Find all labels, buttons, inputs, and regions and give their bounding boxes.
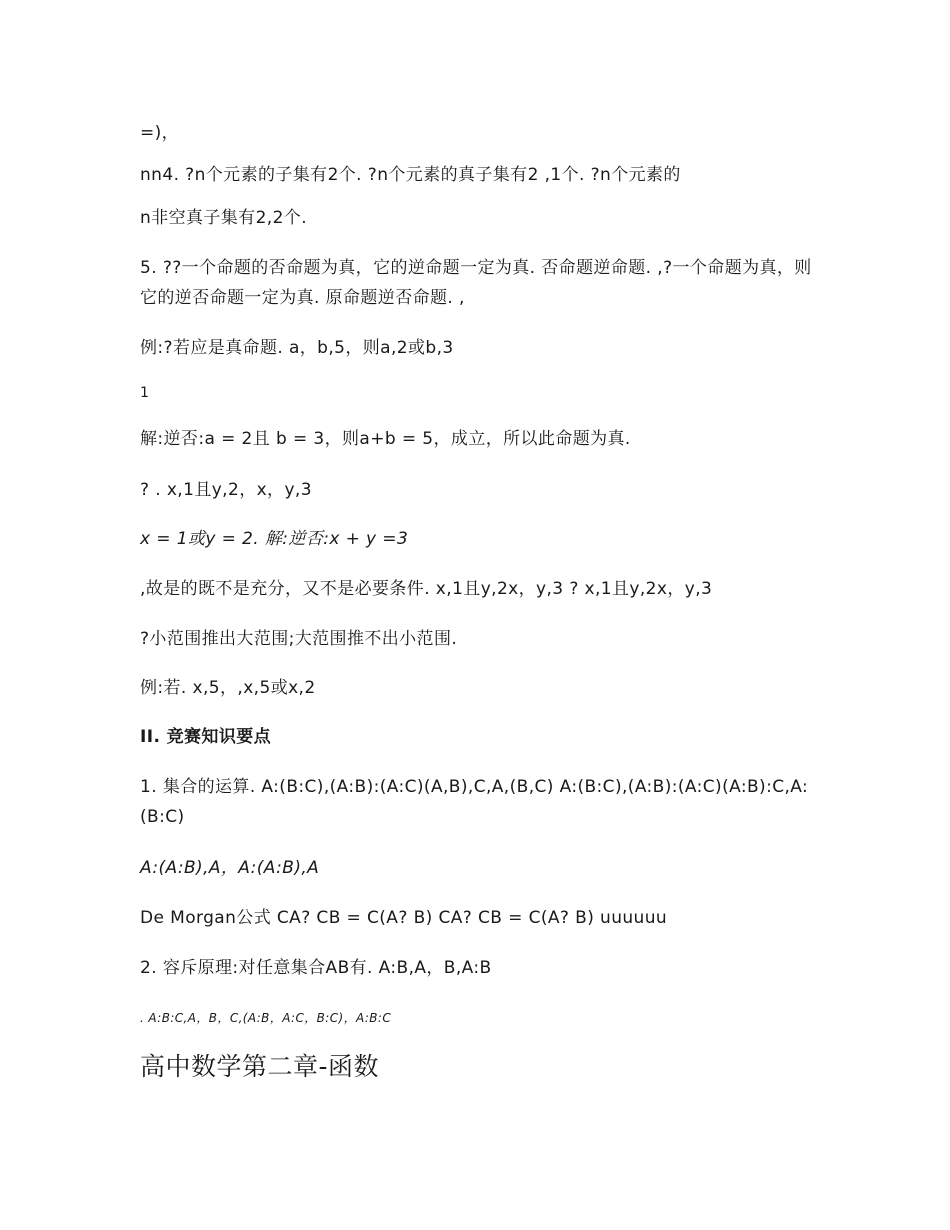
chapter-title: 高中数学第二章-函数 (140, 1052, 380, 1081)
text-paragraph-set-ops: 1. 集合的运算. A:(B:C),(A:B):(A:C)(A,B),C,A,(B,C) A:(B:C),(A:B):(A:C)(A:B):C,A:(B:C) (140, 777, 809, 827)
text-line-conclusion: ,故是的既不是充分，又不是必要条件. x,1且y,2x，y,3 ? x,1且y,2x，y,3 (140, 579, 713, 599)
text-paragraph-5: 5. ??一个命题的否命题为真，它的逆命题一定为真. 否命题逆命题. ,?一个命题为真，则它的逆否命题一定为真. 原命题逆否命题. , (140, 258, 812, 308)
text-line-example-2: 例:若. x,5，,x,5或x,2 (140, 678, 316, 698)
text-line-2: nn4. ?n个元素的子集有2个. ?n个元素的真子集有2 ,1个. ?n个元素的 (140, 165, 681, 185)
section-heading: II. 竞赛知识要点 (140, 727, 272, 747)
text-line-condition: ? . x,1且y,2，x，y,3 (140, 480, 312, 500)
text-line-de-morgan: De Morgan公式 CA? CB = C(A? B) CA? CB = C(A? B) uuuuuu (140, 908, 668, 928)
text-line-solution: 解:逆否:a = 2且 b = 3，则a+b = 5，成立，所以此命题为真. (140, 429, 631, 449)
text-line-inverse: x = 1或y = 2. 解:逆否:x + y =3 (140, 529, 409, 549)
text-line-formula: . A:B:C,A，B，C,(A:B，A:C，B:C)，A:B:C (140, 1011, 392, 1025)
text-line-absorption: A:(A:B),A，A:(A:B),A (140, 858, 320, 878)
text-line-example: 例:?若应是真命题. a，b,5，则a,2或b,3 (140, 338, 454, 358)
text-line-inclusion-exclusion: 2. 容斥原理:对任意集合AB有. A:B,A，B,A:B (140, 958, 492, 978)
text-line-1: =)， (140, 123, 180, 143)
text-line-index: 1 (140, 385, 150, 401)
text-line-range: ?小范围推出大范围;大范围推不出小范围. (140, 629, 458, 649)
text-line-3: n非空真子集有2,2个. (140, 208, 308, 228)
